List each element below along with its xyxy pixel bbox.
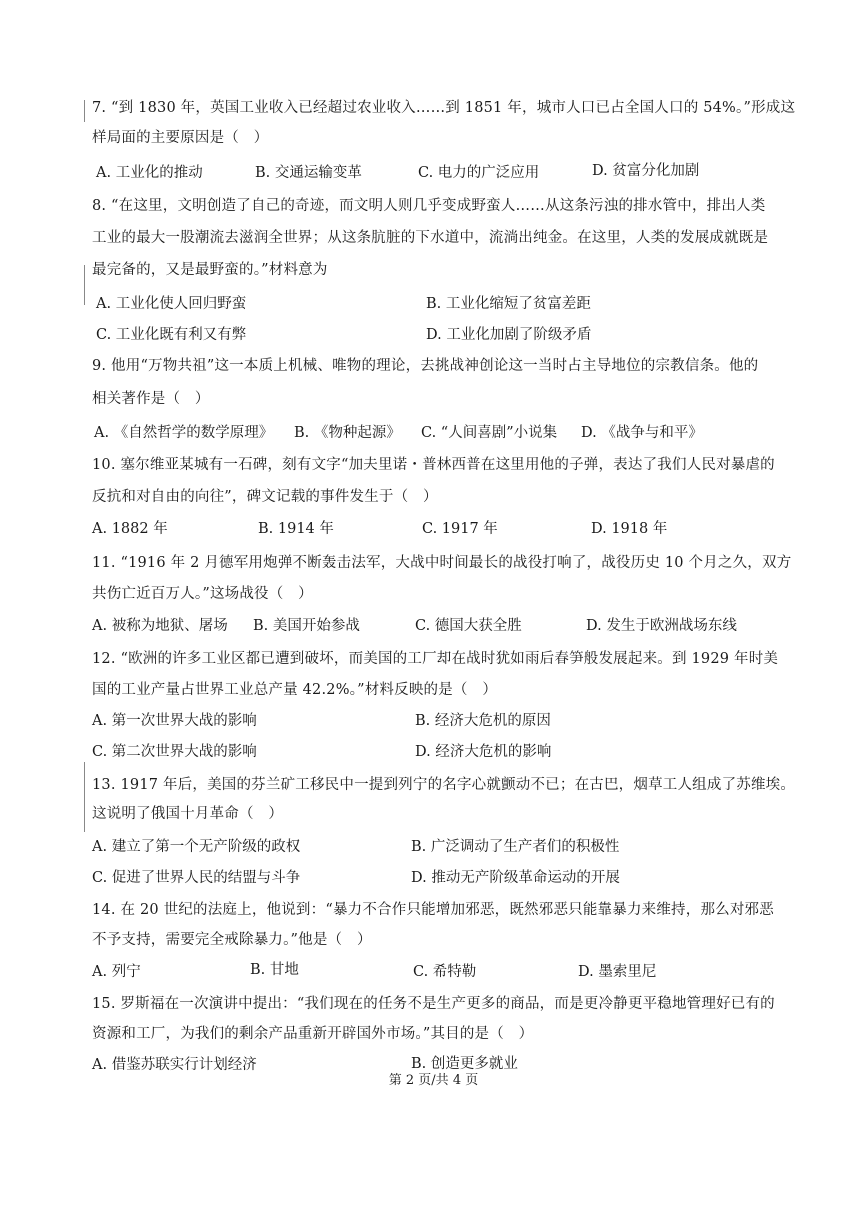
question-12-line-2: 国的工业产量占世界工业总产量 42.2%。”材料反映的是（ ）	[92, 682, 498, 698]
q9-option-c: C. “人间喜剧”小说集	[421, 425, 558, 441]
q7-option-c: C. 电力的广泛应用	[418, 165, 540, 181]
margin-mark	[84, 100, 85, 122]
question-7-line-2: 样局面的主要原因是（ ）	[92, 130, 269, 146]
question-7-line-1: 7. “到 1830 年，英国工业收入已经超过农业收入……到 1851 年，城市人口已占全国人口的 54%。”形成这	[92, 100, 796, 116]
question-13-line-1: 13. 1917 年后，美国的芬兰矿工移民中一提到列宁的名字心就颤动不已；在古巴，烟草工人组成了苏维埃。	[92, 777, 796, 793]
q15-option-a: A. 借鉴苏联实行计划经济	[92, 1057, 257, 1073]
q8-option-b: B. 工业化缩短了贫富差距	[426, 296, 591, 312]
question-11-line-1: 11. “1916 年 2 月德军用炮弹不断轰击法军，大战中时间最长的战役打响了，战役历史 10 个月之久，双方	[92, 555, 792, 571]
q12-option-b: B. 经济大危机的原因	[415, 713, 551, 729]
q7-option-d: D. 贫富分化加剧	[592, 163, 700, 179]
q8-option-a: A. 工业化使人回归野蛮	[96, 296, 247, 312]
question-10-line-1: 10. 塞尔维亚某城有一石碑，刻有文字“加夫里诺・普林西普在这里用他的子弹，表达了我们人民对暴虐的	[92, 457, 775, 473]
q8-option-c: C. 工业化既有利又有弊	[96, 327, 247, 343]
q7-option-b: B. 交通运输变革	[255, 165, 362, 181]
q9-option-d: D. 《战争与和平》	[581, 425, 703, 441]
q11-option-d: D. 发生于欧洲战场东线	[586, 618, 737, 634]
question-11-line-2: 共伤亡近百万人。”这场战役（ ）	[92, 586, 313, 602]
question-14-line-2: 不予支持，需要完全戒除暴力。”他是（ ）	[92, 932, 372, 948]
q10-option-b: B. 1914 年	[258, 521, 334, 537]
q14-option-a: A. 列宁	[92, 964, 141, 980]
q13-option-a: A. 建立了第一个无产阶级的政权	[92, 839, 301, 855]
q12-option-a: A. 第一次世界大战的影响	[92, 713, 257, 729]
question-8-line-1: 8. “在这里，文明创造了自己的奇迹，而文明人则几乎变成野蛮人……从这条污浊的排水管中，排出人类	[92, 198, 766, 214]
q11-option-c: C. 德国大获全胜	[415, 618, 522, 634]
question-10-line-2: 反抗和对自由的向往”，碑文记载的事件发生于（ ）	[92, 489, 438, 505]
q10-option-c: C. 1917 年	[422, 521, 498, 537]
page-number-footer: 第 2 页/共 4 页	[388, 1073, 479, 1088]
question-9-line-2: 相关著作是（ ）	[92, 391, 210, 407]
q9-option-a: A. 《自然哲学的数学原理》	[94, 425, 274, 441]
question-12-line-1: 12. “欧洲的许多工业区都已遭到破坏，而美国的工厂却在战时犹如雨后春笋般发展起来。到 1929 年时美	[92, 651, 779, 667]
question-8-line-2: 工业的最大一股潮流去滋润全世界；从这条肮脏的下水道中，流淌出纯金。在这里，人类的发展成就既是	[92, 230, 769, 246]
margin-mark	[84, 265, 85, 305]
q8-option-d: D. 工业化加剧了阶级矛盾	[426, 327, 592, 343]
question-14-line-1: 14. 在 20 世纪的法庭上，他说到：“暴力不合作只能增加邪恶，既然邪恶只能靠暴力来维持，那么对邪恶	[92, 902, 774, 918]
q14-option-b: B. 甘地	[250, 962, 299, 978]
q11-option-a: A. 被称为地狱、屠场	[92, 618, 228, 634]
q11-option-b: B. 美国开始参战	[253, 618, 360, 634]
q7-option-a: A. 工业化的推动	[96, 165, 203, 181]
question-15-line-2: 资源和工厂，为我们的剩余产品重新开辟国外市场。”其目的是（ ）	[92, 1026, 534, 1042]
q14-option-c: C. 希特勒	[413, 964, 477, 980]
q14-option-d: D. 墨索里尼	[578, 964, 657, 980]
q10-option-a: A. 1882 年	[92, 521, 168, 537]
q15-option-b: B. 创造更多就业	[411, 1056, 518, 1072]
q12-option-c: C. 第二次世界大战的影响	[92, 744, 257, 760]
q13-option-c: C. 促进了世界人民的结盟与斗争	[92, 870, 301, 886]
q13-option-b: B. 广泛调动了生产者们的积极性	[411, 839, 620, 855]
q13-option-d: D. 推动无产阶级革命运动的开展	[411, 870, 620, 886]
q9-option-b: B. 《物种起源》	[294, 425, 401, 441]
margin-mark	[84, 762, 85, 832]
question-8-line-3: 最完备的，又是最野蛮的。”材料意为	[92, 262, 328, 278]
question-9-line-1: 9. 他用“万物共祖”这一本质上机械、唯物的理论，去挑战神创论这一当时占主导地位的宗教信条。他的	[92, 358, 759, 374]
q10-option-d: D. 1918 年	[591, 521, 668, 537]
question-13-line-2: 这说明了俄国十月革命（ ）	[92, 806, 284, 822]
q12-option-d: D. 经济大危机的影响	[415, 744, 552, 760]
question-15-line-1: 15. 罗斯福在一次演讲中提出：“我们现在的任务不是生产更多的商品，而是更冷静更平稳地管理好已有的	[92, 996, 775, 1012]
